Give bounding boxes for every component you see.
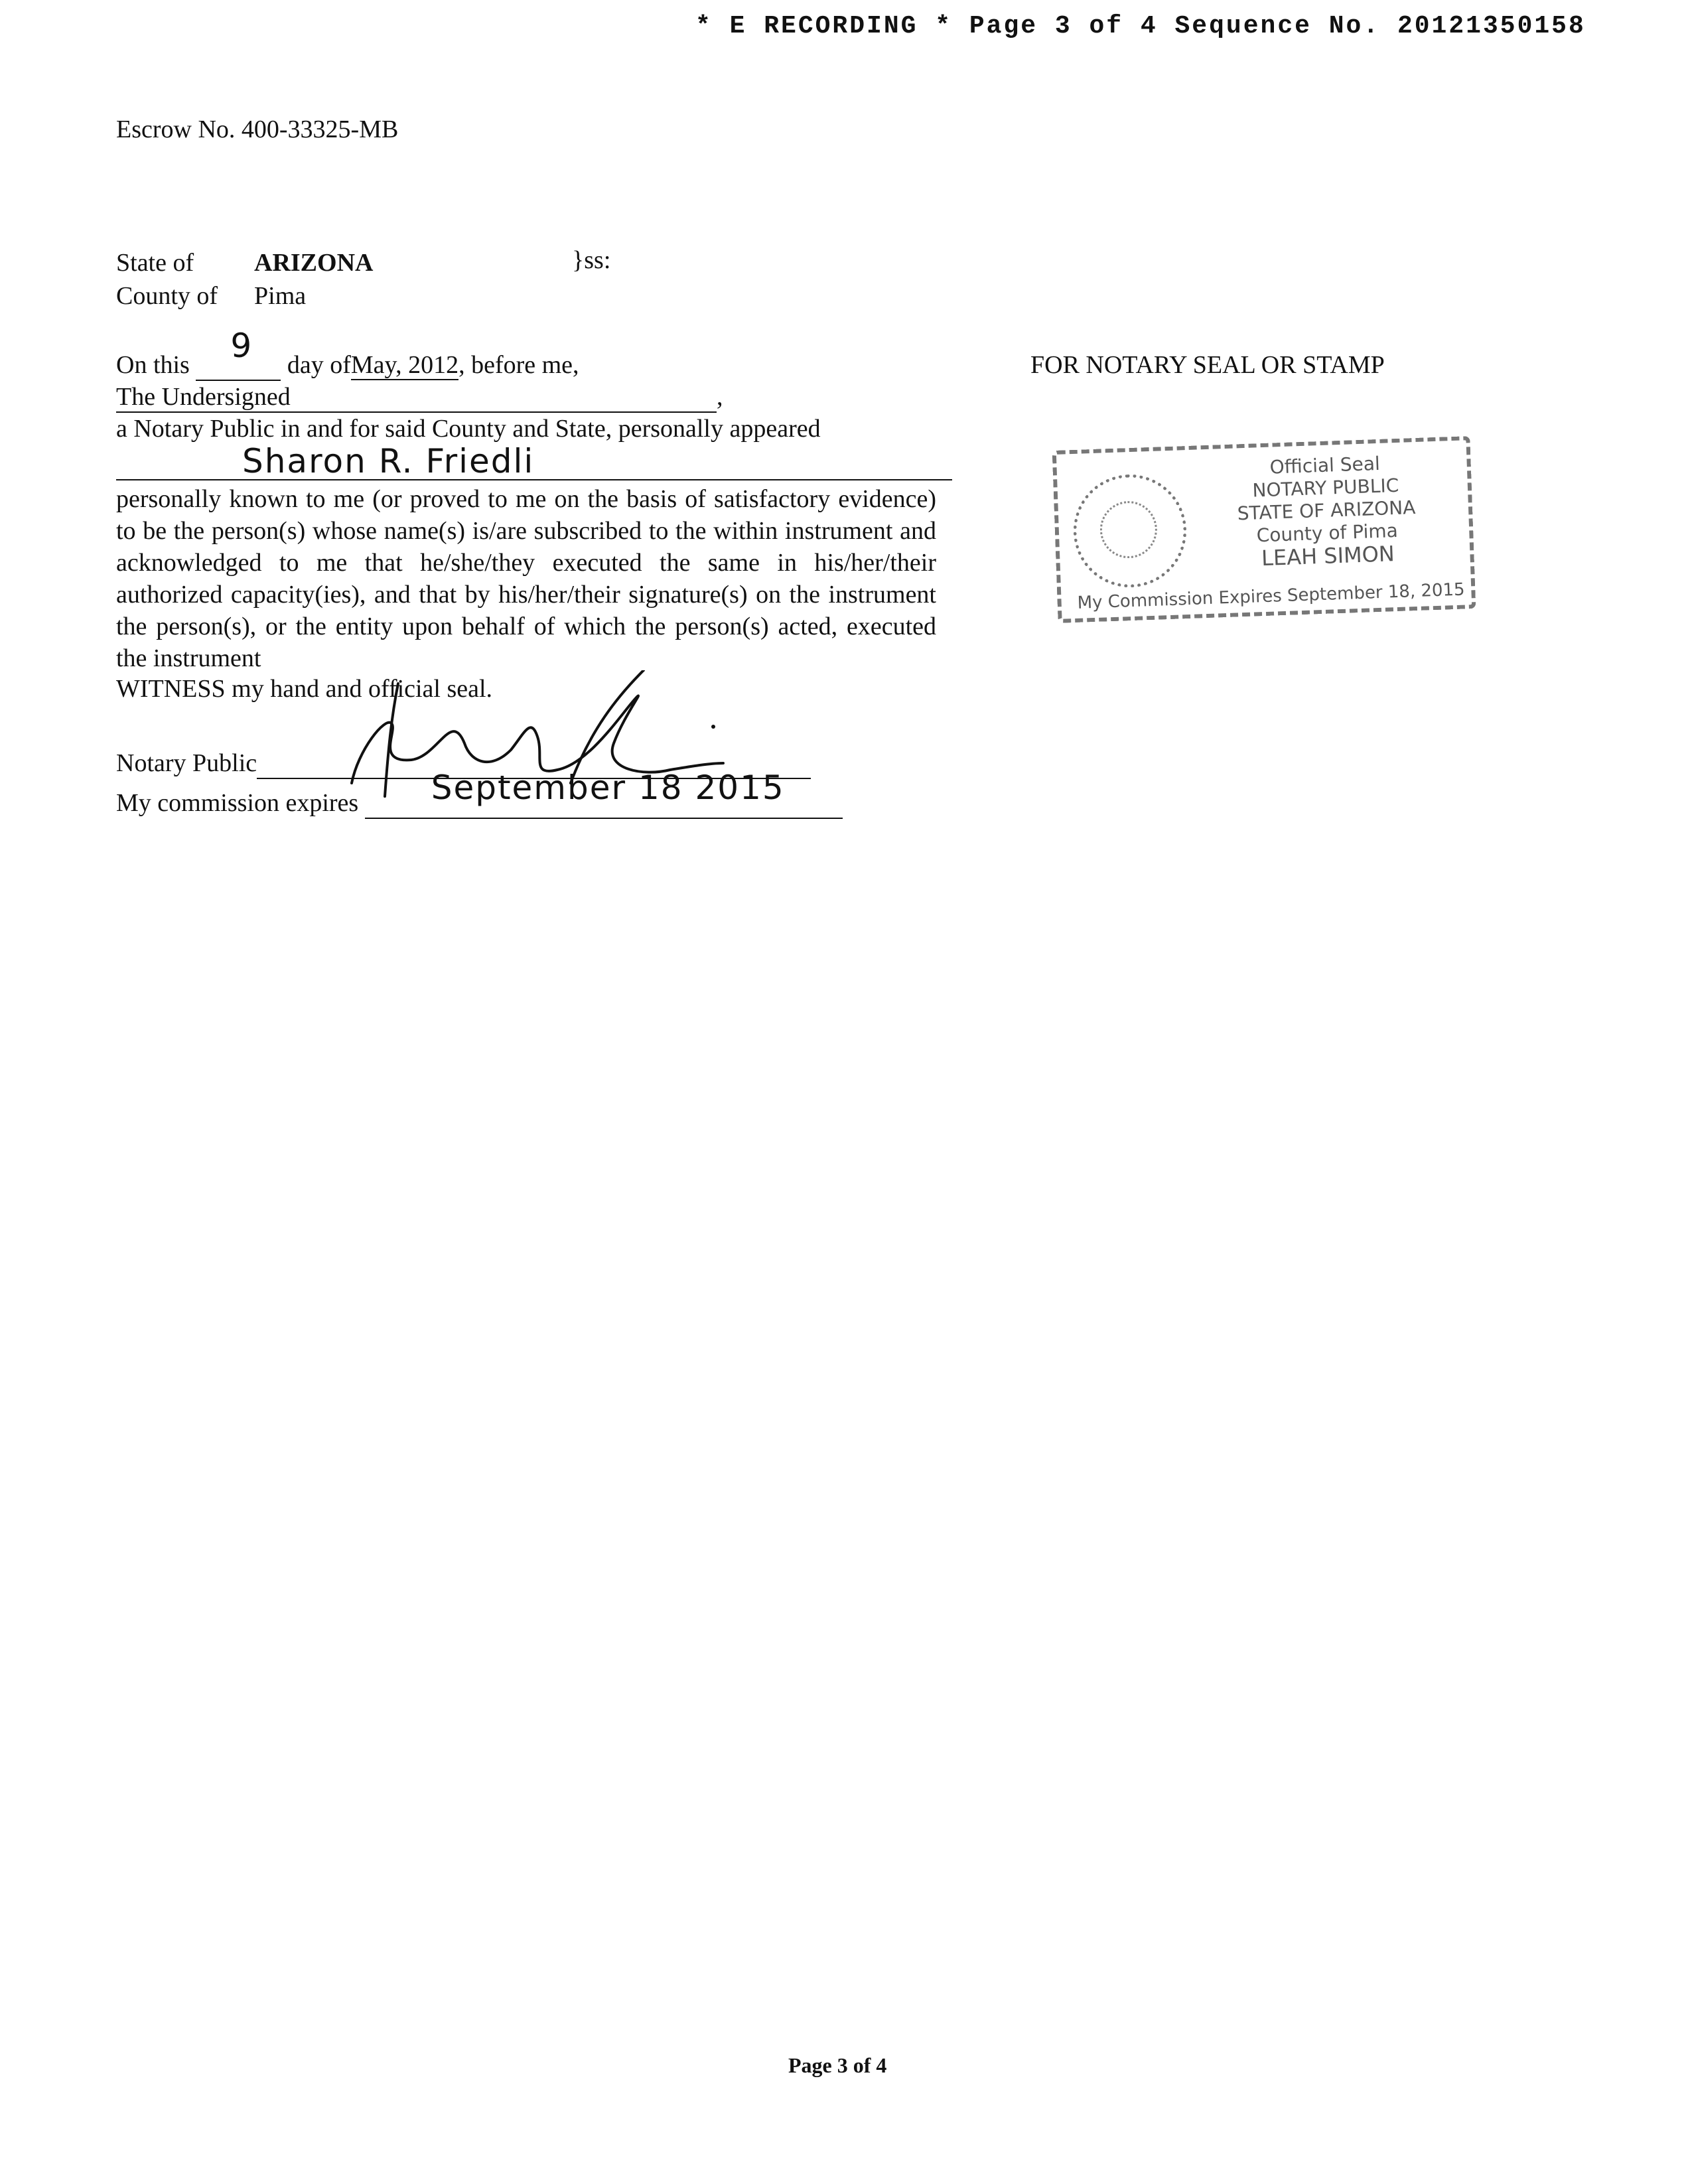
stamp-commission-expires: My Commission Expires September 18, 2015	[1077, 579, 1466, 613]
county-value: Pima	[254, 282, 307, 310]
stamp-line-2: NOTARY PUBLIC	[1251, 474, 1399, 502]
acknowledgment-body: personally known to me (or proved to me on the basis of satisfactory evidence) to be the person(s) whose name(s) is/are subscribed to the within instrument and acknowledged to me that he/she/they executed the same in his/her/their authorized capacity(ies), and that by his/her/their signature(s) on the instrument the person(s), or the entity upon behalf of which the person(s) acted, executed the instrument	[116, 485, 936, 672]
stamp-line-4: County of Pima	[1256, 519, 1399, 547]
appeared-name-field	[116, 442, 952, 480]
state-label: State of	[116, 249, 194, 277]
page-footer: Page 3 of 4	[788, 2053, 887, 2077]
ss-notation: }ss:	[572, 246, 611, 274]
day-of-label: day of	[287, 351, 351, 379]
day-field	[196, 327, 281, 381]
commission-label: My commission expires	[116, 789, 359, 817]
on-this-label: On this	[116, 351, 190, 379]
stamp-line-1: Official Seal	[1269, 452, 1381, 478]
officer-line	[116, 382, 723, 413]
state-value: ARIZONA	[254, 249, 374, 277]
stamp-line-3: STATE OF ARIZONA	[1237, 496, 1416, 525]
commission-handwritten: September 18 2015	[431, 768, 785, 807]
notary-line: a Notary Public in and for said County and State, personally appeared	[116, 415, 821, 443]
notary-stamp	[1052, 436, 1476, 623]
notary-public-label: Notary Public	[116, 749, 257, 777]
before-me: , before me,	[458, 351, 579, 379]
seal-heading: FOR NOTARY SEAL OR STAMP	[1030, 351, 1385, 379]
on-this-line	[116, 327, 579, 381]
day-handwritten: 9	[230, 327, 253, 365]
month-year: May, 2012	[350, 351, 459, 379]
officer-field	[116, 382, 717, 413]
officer-name: The Undersigned	[116, 383, 291, 411]
commission-line	[116, 768, 843, 819]
witness-line: WITNESS my hand and official seal.	[116, 675, 493, 703]
stamp-line-5: LEAH SIMON	[1261, 541, 1395, 571]
commission-field	[365, 768, 843, 819]
recording-header: * E RECORDING * Page 3 of 4 Sequence No. 20121350158	[695, 12, 1586, 40]
appeared-name-handwritten: Sharon R. Friedli	[242, 442, 535, 480]
escrow-number: Escrow No. 400-33325-MB	[116, 115, 399, 143]
officer-line-end: ,	[717, 383, 723, 411]
county-label: County of	[116, 282, 218, 310]
